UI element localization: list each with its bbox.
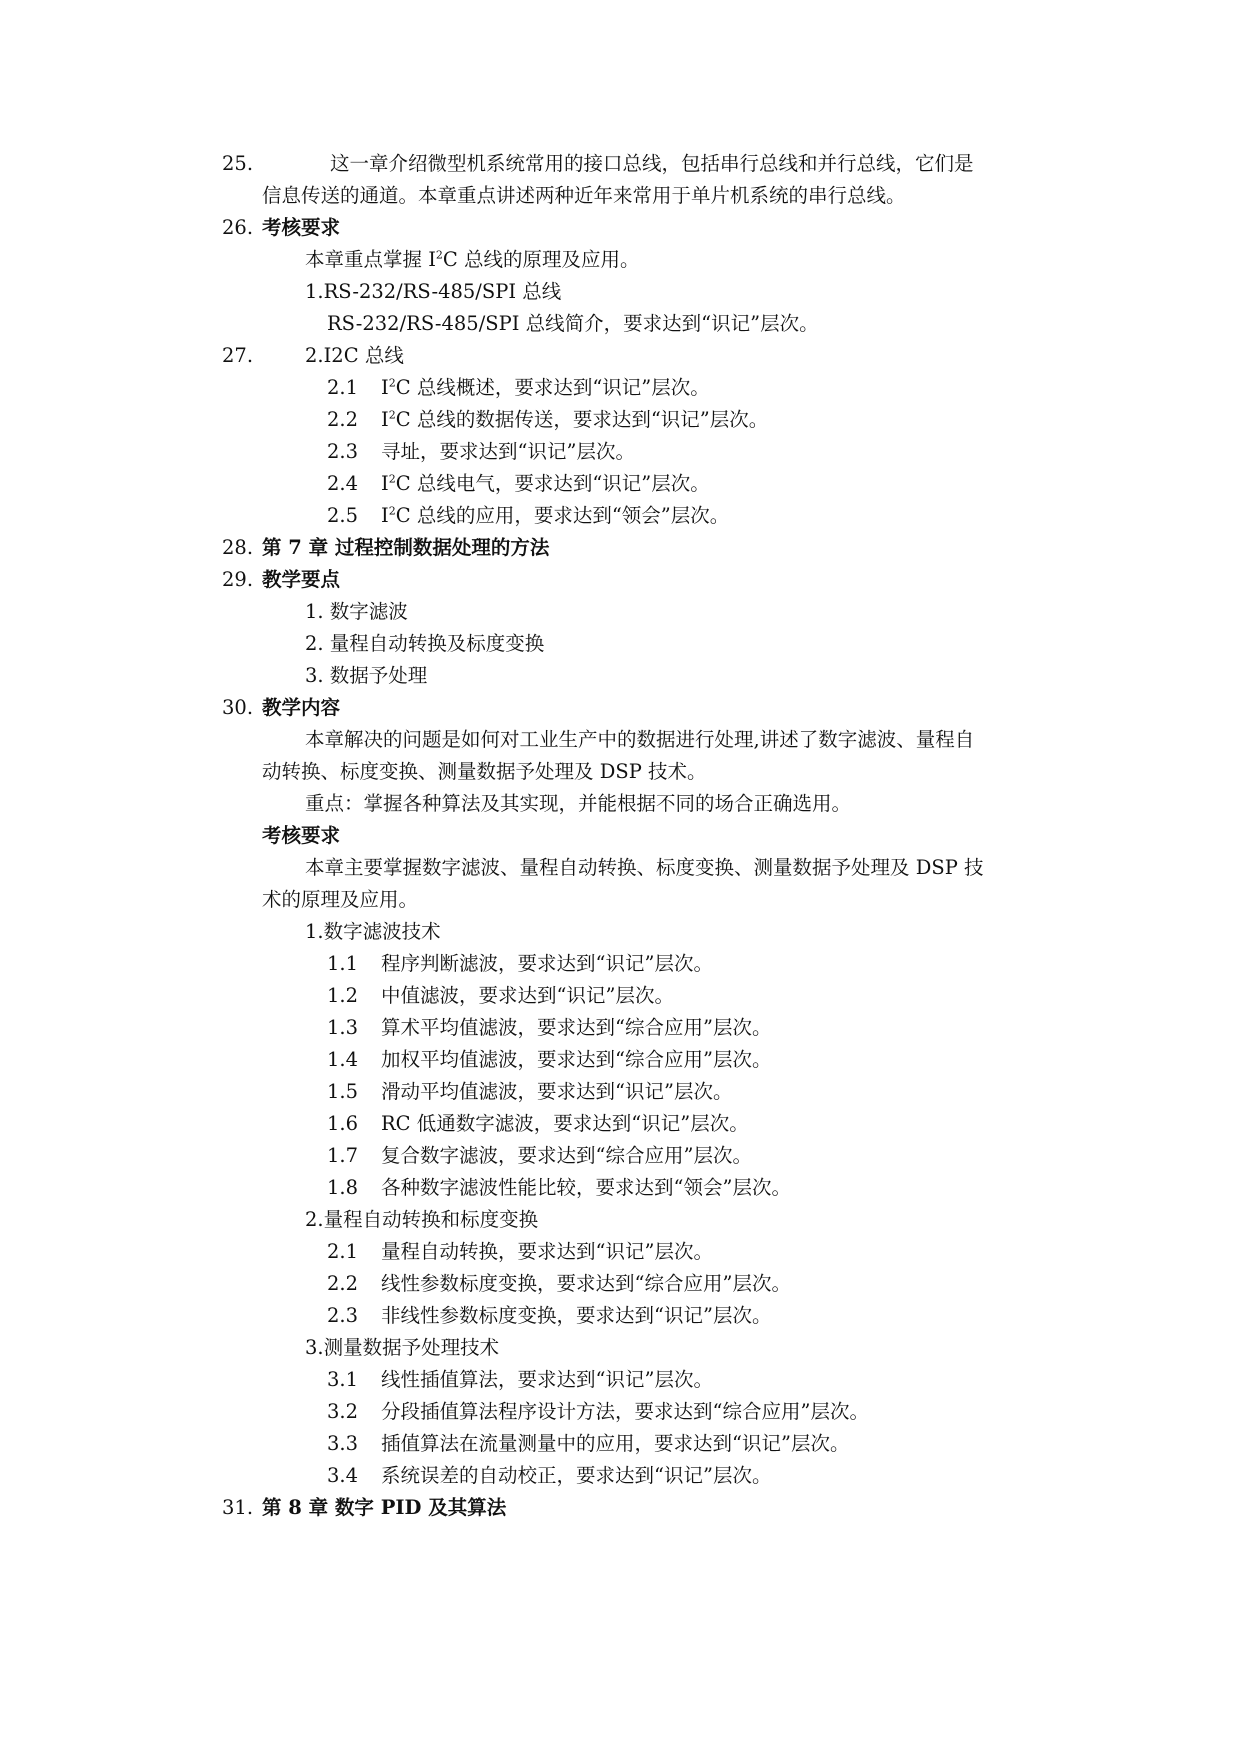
item-number: 25. (222, 152, 254, 175)
sub-item: 2.2 $I^2C$ 总线的数据传送，要求达到“识记”层次。 (327, 408, 769, 431)
section-heading: 教学内容 (262, 696, 341, 719)
paragraph-line: 本章重点掌握 $I^2C$ 总线的原理及应用。 (305, 248, 640, 271)
sub-item: 3.3 插值算法在流量测量中的应用，要求达到“识记”层次。 (327, 1432, 850, 1455)
sub-item: 1.8 各种数字滤波性能比较，要求达到“领会”层次。 (327, 1176, 791, 1199)
paragraph-line: 术的原理及应用。 (262, 888, 419, 911)
sub-item: 2.2 线性参数标度变换，要求达到“综合应用”层次。 (327, 1272, 791, 1295)
paragraph-line: RS-232/RS-485/SPI 总线简介，要求达到“识记”层次。 (327, 312, 819, 335)
sub-item: 1.5 滑动平均值滤波，要求达到“识记”层次。 (327, 1080, 733, 1103)
list-heading: 2.量程自动转换和标度变换 (305, 1208, 539, 1231)
paragraph-line: 本章解决的问题是如何对工业生产中的数据进行处理,讲述了数字滤波、量程自 (305, 728, 975, 751)
sub-item: 1.1 程序判断滤波，要求达到“识记”层次。 (327, 952, 713, 975)
item-number: 26. (222, 216, 254, 239)
chapter-heading: 第 8 章 数字 PID 及其算法 (262, 1496, 507, 1519)
sub-item: 1.2 中值滤波，要求达到“识记”层次。 (327, 984, 674, 1007)
sub-item: 3.2 分段插值算法程序设计方法，要求达到“综合应用”层次。 (327, 1400, 869, 1423)
sub-item: 2.5 $I^2C$ 总线的应用，要求达到“领会”层次。 (327, 504, 730, 527)
list-heading: 1.RS-232/RS-485/SPI 总线 (305, 280, 562, 303)
list-item: 1. 数字滤波 (305, 600, 408, 623)
sub-item: 3.4 系统误差的自动校正，要求达到“识记”层次。 (327, 1464, 772, 1487)
sub-item: 2.1 量程自动转换，要求达到“识记”层次。 (327, 1240, 713, 1263)
sub-item: 2.1 $I^2C$ 总线概述，要求达到“识记”层次。 (327, 376, 710, 399)
item-number: 31. (222, 1496, 254, 1519)
paragraph-line: 这一章介绍微型机系统常用的接口总线，包括串行总线和并行总线，它们是 (330, 152, 974, 175)
item-number: 28. (222, 536, 254, 559)
paragraph-line: 重点：掌握各种算法及其实现，并能根据不同的场合正确选用。 (305, 792, 852, 815)
sub-item: 1.4 加权平均值滤波，要求达到“综合应用”层次。 (327, 1048, 772, 1071)
paragraph-line: 本章主要掌握数字滤波、量程自动转换、标度变换、测量数据予处理及 DSP 技 (305, 856, 984, 879)
item-number: 27. (222, 344, 254, 367)
sub-item: 1.7 复合数字滤波，要求达到“综合应用”层次。 (327, 1144, 752, 1167)
list-heading: 1.数字滤波技术 (305, 920, 441, 943)
list-heading: 2.I2C 总线 (305, 344, 404, 367)
section-heading: 考核要求 (262, 824, 341, 847)
sub-item: 1.3 算术平均值滤波，要求达到“综合应用”层次。 (327, 1016, 772, 1039)
list-item: 3. 数据予处理 (305, 664, 428, 687)
item-number: 29. (222, 568, 254, 591)
sub-item: 3.1 线性插值算法，要求达到“识记”层次。 (327, 1368, 713, 1391)
sub-item: 2.4 $I^2C$ 总线电气，要求达到“识记”层次。 (327, 472, 710, 495)
sub-item: 1.6 RC 低通数字滤波，要求达到“识记”层次。 (327, 1112, 749, 1135)
chapter-heading: 第 7 章 过程控制数据处理的方法 (262, 536, 550, 559)
paragraph-line: 动转换、标度变换、测量数据予处理及 DSP 技术。 (262, 760, 707, 783)
section-heading: 教学要点 (262, 568, 341, 591)
list-item: 2. 量程自动转换及标度变换 (305, 632, 545, 655)
list-heading: 3.测量数据予处理技术 (305, 1336, 500, 1359)
sub-item: 2.3 非线性参数标度变换，要求达到“识记”层次。 (327, 1304, 772, 1327)
section-heading: 考核要求 (262, 216, 341, 239)
item-number: 30. (222, 696, 254, 719)
sub-item: 2.3 寻址，要求达到“识记”层次。 (327, 440, 635, 463)
paragraph-line: 信息传送的通道。本章重点讲述两种近年来常用于单片机系统的串行总线。 (262, 184, 906, 207)
